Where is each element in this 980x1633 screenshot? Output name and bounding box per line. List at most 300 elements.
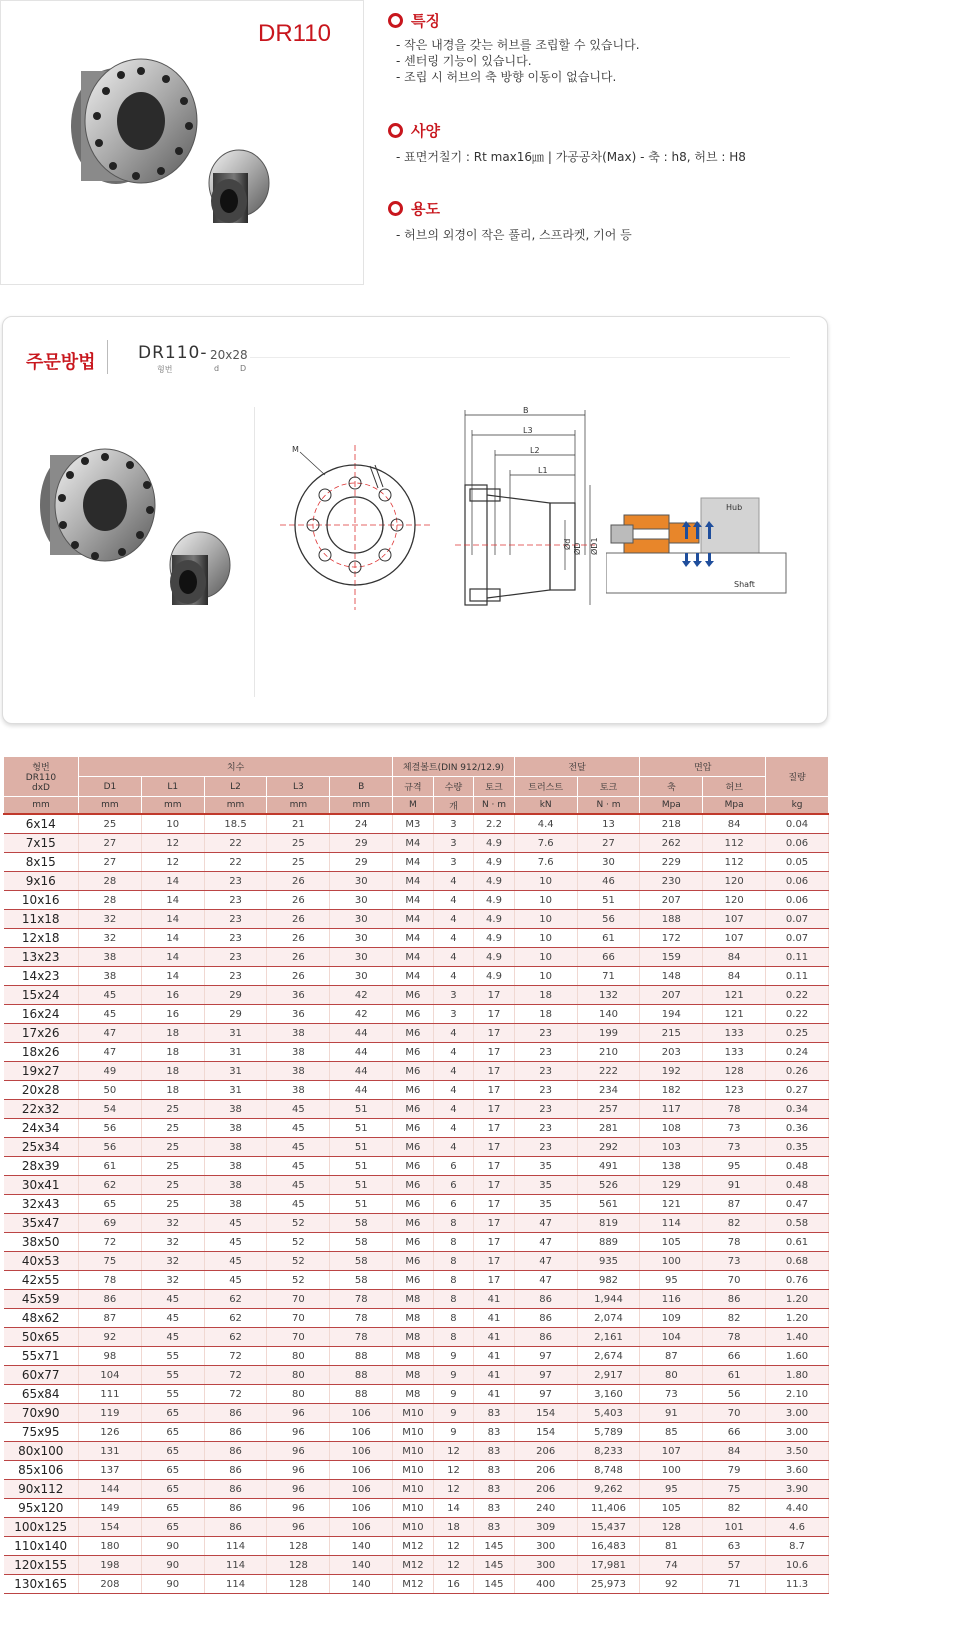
table-cell: 92 — [78, 1328, 141, 1347]
table-cell: 12 — [433, 1556, 474, 1575]
table-cell: 8 — [433, 1309, 474, 1328]
table-cell: 0.58 — [766, 1214, 829, 1233]
size-cell: 130x165 — [4, 1575, 79, 1594]
table-cell: 203 — [640, 1043, 703, 1062]
table-cell: 28 — [78, 872, 141, 891]
table-cell: 29 — [204, 1005, 267, 1024]
header-sub: 트러스트 — [514, 777, 577, 797]
label-L1: L1 — [538, 466, 548, 475]
bullet-icon — [388, 13, 403, 28]
size-cell: 19x27 — [4, 1062, 79, 1081]
table-cell: M4 — [393, 948, 434, 967]
table-cell: M4 — [393, 967, 434, 986]
table-cell: M6 — [393, 1081, 434, 1100]
table-cell: 96 — [267, 1518, 330, 1537]
table-cell: 17 — [474, 986, 515, 1005]
table-cell: 106 — [330, 1442, 393, 1461]
table-cell: 84 — [703, 814, 766, 834]
table-cell: 8 — [433, 1271, 474, 1290]
assembly-diagram — [606, 495, 796, 605]
table-row — [4, 1309, 829, 1328]
table-cell: 25 — [141, 1176, 204, 1195]
table-cell: 18 — [433, 1518, 474, 1537]
table-cell: 17 — [474, 1233, 515, 1252]
table-cell: 45 — [204, 1233, 267, 1252]
table-cell: 11,406 — [577, 1499, 640, 1518]
table-cell: 38 — [204, 1195, 267, 1214]
table-cell: 45 — [141, 1328, 204, 1347]
table-cell: 25,973 — [577, 1575, 640, 1594]
unit-cell: 개 — [433, 797, 474, 815]
table-cell: 23 — [204, 967, 267, 986]
table-cell: 51 — [330, 1157, 393, 1176]
table-cell: 83 — [474, 1461, 515, 1480]
table-cell: M6 — [393, 1062, 434, 1081]
table-cell: 86 — [204, 1404, 267, 1423]
table-cell: 4.6 — [766, 1518, 829, 1537]
table-cell: 51 — [577, 891, 640, 910]
table-cell: 8 — [433, 1214, 474, 1233]
table-cell: M12 — [393, 1556, 434, 1575]
table-cell: 108 — [640, 1119, 703, 1138]
table-cell: 18 — [141, 1062, 204, 1081]
table-cell: 17 — [474, 1024, 515, 1043]
table-cell: 96 — [267, 1423, 330, 1442]
header-sub: 규격 — [393, 777, 434, 797]
table-cell: 47 — [514, 1252, 577, 1271]
table-cell: 65 — [78, 1195, 141, 1214]
table-cell: 46 — [577, 872, 640, 891]
table-cell: 23 — [514, 1119, 577, 1138]
order-product-photo — [30, 440, 240, 615]
table-cell: 12 — [141, 834, 204, 853]
table-cell: 4 — [433, 967, 474, 986]
label-D: ØD — [573, 542, 582, 555]
table-cell: 88 — [330, 1385, 393, 1404]
table-cell: M8 — [393, 1328, 434, 1347]
table-cell: 0.35 — [766, 1138, 829, 1157]
table-cell: 22 — [204, 834, 267, 853]
table-cell: 262 — [640, 834, 703, 853]
table-row — [4, 1442, 829, 1461]
table-cell: 400 — [514, 1575, 577, 1594]
table-cell: 29 — [330, 853, 393, 872]
table-cell: 52 — [267, 1233, 330, 1252]
table-cell: 309 — [514, 1518, 577, 1537]
table-cell: 121 — [703, 1005, 766, 1024]
table-cell: 7.6 — [514, 834, 577, 853]
table-cell: 50 — [78, 1081, 141, 1100]
table-row — [4, 1461, 829, 1480]
table-row — [4, 1062, 829, 1081]
size-cell: 11x18 — [4, 910, 79, 929]
table-cell: M10 — [393, 1442, 434, 1461]
table-cell: 188 — [640, 910, 703, 929]
table-cell: 106 — [330, 1404, 393, 1423]
table-cell: 87 — [703, 1195, 766, 1214]
table-cell: 3 — [433, 853, 474, 872]
table-cell: 78 — [330, 1328, 393, 1347]
table-cell: 121 — [640, 1195, 703, 1214]
table-cell: M6 — [393, 1138, 434, 1157]
table-cell: 145 — [474, 1556, 515, 1575]
table-cell: M12 — [393, 1575, 434, 1594]
table-cell: 230 — [640, 872, 703, 891]
table-cell: 114 — [204, 1537, 267, 1556]
table-cell: 49 — [78, 1062, 141, 1081]
table-cell: 154 — [514, 1404, 577, 1423]
table-row — [4, 814, 829, 834]
table-cell: 72 — [204, 1347, 267, 1366]
table-cell: 145 — [474, 1537, 515, 1556]
table-cell: 9,262 — [577, 1480, 640, 1499]
table-row — [4, 1499, 829, 1518]
table-cell: 207 — [640, 986, 703, 1005]
table-cell: M6 — [393, 1271, 434, 1290]
table-cell: 17 — [474, 1119, 515, 1138]
table-cell: 80 — [267, 1385, 330, 1404]
table-cell: 172 — [640, 929, 703, 948]
size-cell: 55x71 — [4, 1347, 79, 1366]
usage-title: 용도 — [411, 200, 440, 218]
table-cell: 17 — [474, 1195, 515, 1214]
table-cell: M6 — [393, 1100, 434, 1119]
table-cell: 82 — [703, 1214, 766, 1233]
size-cell: 6x14 — [4, 814, 79, 834]
table-cell: 41 — [474, 1366, 515, 1385]
table-cell: 9 — [433, 1366, 474, 1385]
table-cell: 23 — [514, 1024, 577, 1043]
table-row — [4, 1176, 829, 1195]
table-cell: M6 — [393, 1119, 434, 1138]
table-cell: 45 — [141, 1290, 204, 1309]
size-cell: 30x41 — [4, 1176, 79, 1195]
table-row — [4, 1328, 829, 1347]
table-row — [4, 1271, 829, 1290]
size-cell: 40x53 — [4, 1252, 79, 1271]
size-cell: 22x32 — [4, 1100, 79, 1119]
table-cell: 95 — [703, 1157, 766, 1176]
table-cell: 41 — [474, 1385, 515, 1404]
header-model — [4, 757, 79, 797]
table-cell: 30 — [330, 891, 393, 910]
table-cell: 45 — [267, 1157, 330, 1176]
table-cell: 300 — [514, 1556, 577, 1575]
unit-cell: mm — [141, 797, 204, 815]
table-row — [4, 1556, 829, 1575]
table-cell: 1.20 — [766, 1290, 829, 1309]
table-cell: 0.25 — [766, 1024, 829, 1043]
table-cell: 101 — [703, 1518, 766, 1537]
size-cell: 110x140 — [4, 1537, 79, 1556]
table-cell: 74 — [640, 1556, 703, 1575]
table-row — [4, 1005, 829, 1024]
table-cell: 0.04 — [766, 814, 829, 834]
table-cell: 38 — [267, 1043, 330, 1062]
table-cell: M10 — [393, 1499, 434, 1518]
table-cell: 210 — [577, 1043, 640, 1062]
table-cell: M8 — [393, 1290, 434, 1309]
table-cell: 25 — [78, 814, 141, 834]
size-cell: 24x34 — [4, 1119, 79, 1138]
table-cell: 140 — [577, 1005, 640, 1024]
table-cell: 96 — [267, 1499, 330, 1518]
table-cell: 57 — [703, 1556, 766, 1575]
header-press: 면압 — [640, 757, 766, 777]
table-cell: 5,403 — [577, 1404, 640, 1423]
table-cell: 17 — [474, 1081, 515, 1100]
table-cell: 26 — [267, 948, 330, 967]
table-cell: 17 — [474, 1043, 515, 1062]
table-cell: 8.7 — [766, 1537, 829, 1556]
table-cell: 86 — [204, 1499, 267, 1518]
table-cell: 17 — [474, 1138, 515, 1157]
table-cell: 17,981 — [577, 1556, 640, 1575]
table-cell: 6 — [433, 1157, 474, 1176]
table-cell: 38 — [204, 1176, 267, 1195]
table-cell: 107 — [703, 910, 766, 929]
table-cell: 70 — [267, 1309, 330, 1328]
table-cell: 131 — [78, 1442, 141, 1461]
table-cell: 215 — [640, 1024, 703, 1043]
table-cell: 56 — [78, 1119, 141, 1138]
table-cell: 4.9 — [474, 891, 515, 910]
table-cell: 0.06 — [766, 872, 829, 891]
table-cell: 62 — [204, 1328, 267, 1347]
table-cell: 0.11 — [766, 967, 829, 986]
table-cell: M6 — [393, 1233, 434, 1252]
header-sub: B — [330, 777, 393, 797]
table-cell: 222 — [577, 1062, 640, 1081]
usage-line: - 허브의 외경이 작은 풀리, 스프라켓, 기어 등 — [396, 228, 632, 242]
table-cell: 51 — [330, 1176, 393, 1195]
table-cell: 38 — [267, 1062, 330, 1081]
table-cell: 61 — [703, 1366, 766, 1385]
table-row — [4, 1518, 829, 1537]
header-sub: D1 — [78, 777, 141, 797]
table-cell: 25 — [141, 1157, 204, 1176]
table-cell: 18 — [141, 1024, 204, 1043]
table-cell: 206 — [514, 1480, 577, 1499]
table-cell: 45 — [141, 1309, 204, 1328]
table-row — [4, 910, 829, 929]
table-cell: 128 — [640, 1518, 703, 1537]
table-cell: 10 — [141, 814, 204, 834]
header-dims: 치수 — [78, 757, 392, 777]
size-cell: 75x95 — [4, 1423, 79, 1442]
table-cell: 38 — [204, 1100, 267, 1119]
table-cell: 6 — [433, 1195, 474, 1214]
table-cell: 21 — [267, 814, 330, 834]
unit-cell: mm — [78, 797, 141, 815]
table-cell: 3.90 — [766, 1480, 829, 1499]
table-cell: 4 — [433, 1024, 474, 1043]
table-row — [4, 1480, 829, 1499]
table-cell: 28 — [78, 891, 141, 910]
table-cell: 65 — [141, 1480, 204, 1499]
table-cell: 56 — [703, 1385, 766, 1404]
units-row — [4, 797, 829, 815]
table-cell: 104 — [78, 1366, 141, 1385]
table-cell: 32 — [78, 929, 141, 948]
table-cell: 78 — [703, 1100, 766, 1119]
table-cell: M4 — [393, 910, 434, 929]
table-cell: 8,748 — [577, 1461, 640, 1480]
table-cell: 107 — [640, 1442, 703, 1461]
table-cell: 58 — [330, 1252, 393, 1271]
table-cell: 30 — [330, 872, 393, 891]
table-cell: 15,437 — [577, 1518, 640, 1537]
table-row — [4, 1385, 829, 1404]
table-cell: 45 — [267, 1119, 330, 1138]
size-cell: 14x23 — [4, 967, 79, 986]
table-cell: 100 — [640, 1252, 703, 1271]
table-cell: 0.22 — [766, 1005, 829, 1024]
size-cell: 42x55 — [4, 1271, 79, 1290]
table-cell: 14 — [433, 1499, 474, 1518]
table-cell: 78 — [330, 1290, 393, 1309]
label-hub: Hub — [726, 503, 743, 512]
spec-table-body — [4, 814, 829, 1594]
unit-cell: Mpa — [640, 797, 703, 815]
table-row — [4, 1423, 829, 1442]
table-cell: 96 — [267, 1442, 330, 1461]
table-cell: 206 — [514, 1461, 577, 1480]
table-cell: 4.9 — [474, 948, 515, 967]
table-cell: 38 — [78, 967, 141, 986]
table-cell: 51 — [330, 1195, 393, 1214]
table-cell: 51 — [330, 1100, 393, 1119]
table-cell: 218 — [640, 814, 703, 834]
table-cell: 25 — [267, 834, 330, 853]
table-cell: 889 — [577, 1233, 640, 1252]
feature-line: - 조립 시 허브의 축 방향 이동이 없습니다. — [396, 70, 617, 84]
size-cell: 8x15 — [4, 853, 79, 872]
table-cell: 66 — [703, 1423, 766, 1442]
features-title: 특징 — [411, 12, 440, 30]
size-cell: 45x59 — [4, 1290, 79, 1309]
table-cell: 65 — [141, 1423, 204, 1442]
table-cell: 0.34 — [766, 1100, 829, 1119]
table-cell: 207 — [640, 891, 703, 910]
table-cell: 18 — [141, 1043, 204, 1062]
spec-line: - 표면거칠기 : Rt max16㎛ | 가공공차(Max) - 축 : h8, 허브 : H8 — [396, 150, 746, 164]
table-cell: 1.40 — [766, 1328, 829, 1347]
table-cell: 4 — [433, 1100, 474, 1119]
table-cell: 80 — [640, 1366, 703, 1385]
table-cell: 32 — [141, 1214, 204, 1233]
table-cell: 0.26 — [766, 1062, 829, 1081]
table-cell: 119 — [78, 1404, 141, 1423]
table-row — [4, 1024, 829, 1043]
table-cell: 8 — [433, 1252, 474, 1271]
table-cell: 45 — [267, 1176, 330, 1195]
table-cell: 105 — [640, 1233, 703, 1252]
table-cell: 106 — [330, 1423, 393, 1442]
table-cell: 98 — [78, 1347, 141, 1366]
table-cell: 31 — [204, 1043, 267, 1062]
table-cell: 62 — [204, 1309, 267, 1328]
table-cell: 819 — [577, 1214, 640, 1233]
table-cell: 71 — [703, 1575, 766, 1594]
table-cell: 87 — [640, 1347, 703, 1366]
table-cell: 75 — [78, 1252, 141, 1271]
table-cell: 44 — [330, 1043, 393, 1062]
table-cell: 23 — [514, 1100, 577, 1119]
table-cell: 12 — [141, 853, 204, 872]
table-cell: 17 — [474, 1005, 515, 1024]
table-cell: 106 — [330, 1480, 393, 1499]
table-cell: 292 — [577, 1138, 640, 1157]
table-cell: 9 — [433, 1423, 474, 1442]
table-cell: 90 — [141, 1537, 204, 1556]
order-code-size: 20x28 — [210, 348, 248, 362]
table-cell: 47 — [78, 1024, 141, 1043]
table-cell: 88 — [330, 1366, 393, 1385]
table-cell: 86 — [204, 1480, 267, 1499]
table-cell: 81 — [640, 1537, 703, 1556]
table-cell: 23 — [204, 948, 267, 967]
table-cell: 55 — [141, 1366, 204, 1385]
table-cell: 38 — [204, 1157, 267, 1176]
table-cell: 128 — [267, 1575, 330, 1594]
code-label-model: 형번 — [157, 365, 173, 374]
table-cell: 106 — [330, 1499, 393, 1518]
table-cell: 103 — [640, 1138, 703, 1157]
unit-cell: mm — [267, 797, 330, 815]
specs-title: 사양 — [411, 122, 440, 140]
table-cell: 87 — [78, 1309, 141, 1328]
table-cell: 128 — [267, 1556, 330, 1575]
table-cell: 30 — [330, 929, 393, 948]
table-cell: 10 — [514, 929, 577, 948]
table-cell: 192 — [640, 1062, 703, 1081]
size-cell: 17x26 — [4, 1024, 79, 1043]
table-cell: 491 — [577, 1157, 640, 1176]
size-cell: 20x28 — [4, 1081, 79, 1100]
table-cell: 83 — [474, 1404, 515, 1423]
order-code: DR110- — [138, 343, 208, 363]
table-cell: 100 — [640, 1461, 703, 1480]
header-sub: L3 — [267, 777, 330, 797]
table-cell: 3.60 — [766, 1461, 829, 1480]
table-cell: 126 — [78, 1423, 141, 1442]
table-cell: 70 — [267, 1290, 330, 1309]
table-cell: 3 — [433, 986, 474, 1005]
table-cell: 47 — [514, 1271, 577, 1290]
table-cell: 240 — [514, 1499, 577, 1518]
table-cell: 206 — [514, 1442, 577, 1461]
table-cell: 0.11 — [766, 948, 829, 967]
table-cell: 35 — [514, 1195, 577, 1214]
table-cell: 97 — [514, 1385, 577, 1404]
size-cell: 32x43 — [4, 1195, 79, 1214]
table-cell: 78 — [78, 1271, 141, 1290]
table-cell: 10 — [514, 948, 577, 967]
header-sub: L1 — [141, 777, 204, 797]
header-sub: L2 — [204, 777, 267, 797]
table-cell: 199 — [577, 1024, 640, 1043]
table-cell: 9 — [433, 1347, 474, 1366]
table-cell: 54 — [78, 1100, 141, 1119]
table-cell: 84 — [703, 948, 766, 967]
table-cell: 1.20 — [766, 1309, 829, 1328]
table-cell: 23 — [514, 1043, 577, 1062]
table-cell: 45 — [267, 1100, 330, 1119]
header-model-line: dxD — [32, 783, 50, 793]
features-section — [388, 10, 640, 85]
table-cell: 84 — [703, 967, 766, 986]
